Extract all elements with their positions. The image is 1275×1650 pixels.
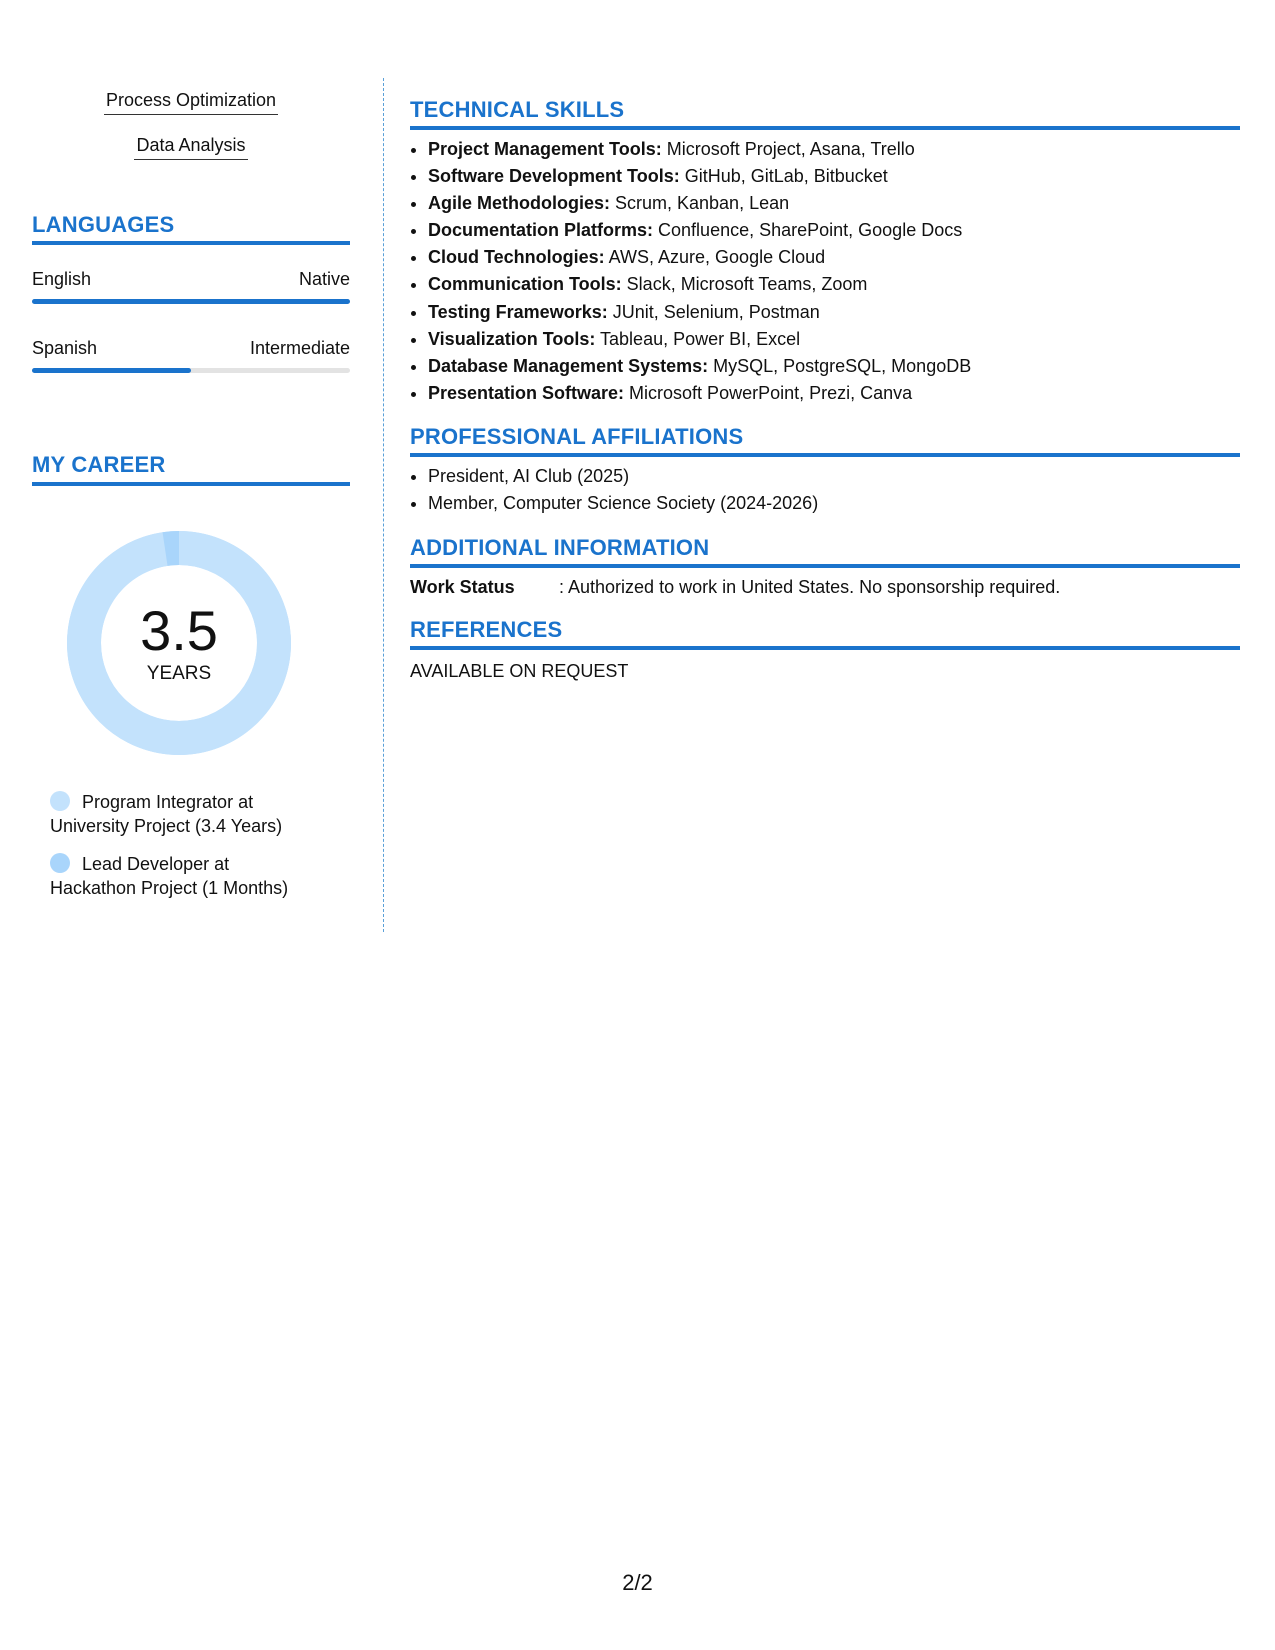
- list-item: • President, AI Club (2025): [428, 463, 818, 490]
- career-total-unit: YEARS: [146, 663, 212, 684]
- list-item: • Project Management Tools: Microsoft Project, Asana, Trello: [428, 136, 971, 163]
- language-name: English: [32, 269, 92, 289]
- list-item: • Cloud Technologies: AWS, Azure, Google Cloud: [428, 244, 971, 271]
- legend-dot: [50, 791, 70, 811]
- page-number: 2/2: [622, 1570, 653, 1595]
- list-item: • Software Development Tools: GitHub, GitLab, Bitbucket: [428, 163, 971, 190]
- career-legend-item: Lead Developer at Hackathon Project (1 Months): [50, 854, 289, 898]
- affiliations-rule: [410, 453, 1240, 457]
- affiliations-list: [410, 463, 818, 517]
- technical-skills-title: TECHNICAL SKILLS: [410, 97, 625, 122]
- list-item: • Visualization Tools: Tableau, Power BI, Excel: [428, 326, 971, 353]
- language-name: Spanish: [32, 338, 98, 358]
- language-level: Intermediate: [249, 338, 350, 358]
- career-title: MY CAREER: [32, 452, 166, 477]
- career-legend-item: Program Integrator at University Project (3.4 Years): [50, 792, 283, 836]
- work-status-value: : Authorized to work in United States. No sponsorship required.: [559, 577, 1061, 597]
- technical-skills-rule: [410, 126, 1240, 130]
- language-level: Native: [298, 269, 350, 289]
- references-rule: [410, 646, 1240, 650]
- list-item: • Agile Methodologies: Scrum, Kanban, Lean: [428, 190, 971, 217]
- work-status-label: Work Status: [410, 577, 515, 597]
- career-rule: [32, 482, 350, 486]
- donut-center: [67, 531, 291, 755]
- references-title: REFERENCES: [410, 617, 563, 642]
- language-bar: [32, 368, 350, 373]
- skill-tag: Process Optimization: [32, 89, 350, 115]
- list-item: • Database Management Systems: MySQL, PostgreSQL, MongoDB: [428, 353, 971, 380]
- language-bar-fill: [32, 368, 191, 373]
- list-item: • Presentation Software: Microsoft PowerPoint, Prezi, Canva: [428, 380, 971, 407]
- additional-info-rule: [410, 564, 1240, 568]
- career-donut-chart: [67, 531, 291, 755]
- languages-rule: [32, 241, 350, 245]
- language-bar: [32, 299, 350, 304]
- career-total-value: 3.5: [140, 599, 218, 662]
- list-item: • Documentation Platforms: Confluence, SharePoint, Google Docs: [428, 217, 971, 244]
- technical-skills-list: [410, 136, 971, 407]
- language-bar-fill: [32, 299, 350, 304]
- list-item: • Testing Frameworks: JUnit, Selenium, Postman: [428, 299, 971, 326]
- additional-info-title: ADDITIONAL INFORMATION: [410, 535, 710, 560]
- references-text: AVAILABLE ON REQUEST: [410, 661, 629, 681]
- affiliations-title: PROFESSIONAL AFFILIATIONS: [410, 424, 744, 449]
- column-divider: [383, 78, 384, 932]
- legend-dot: [50, 853, 70, 873]
- skill-tag: Data Analysis: [32, 134, 350, 160]
- list-item: • Communication Tools: Slack, Microsoft Teams, Zoom: [428, 271, 971, 298]
- list-item: • Member, Computer Science Society (2024-2026): [428, 490, 818, 517]
- languages-title: LANGUAGES: [32, 212, 175, 237]
